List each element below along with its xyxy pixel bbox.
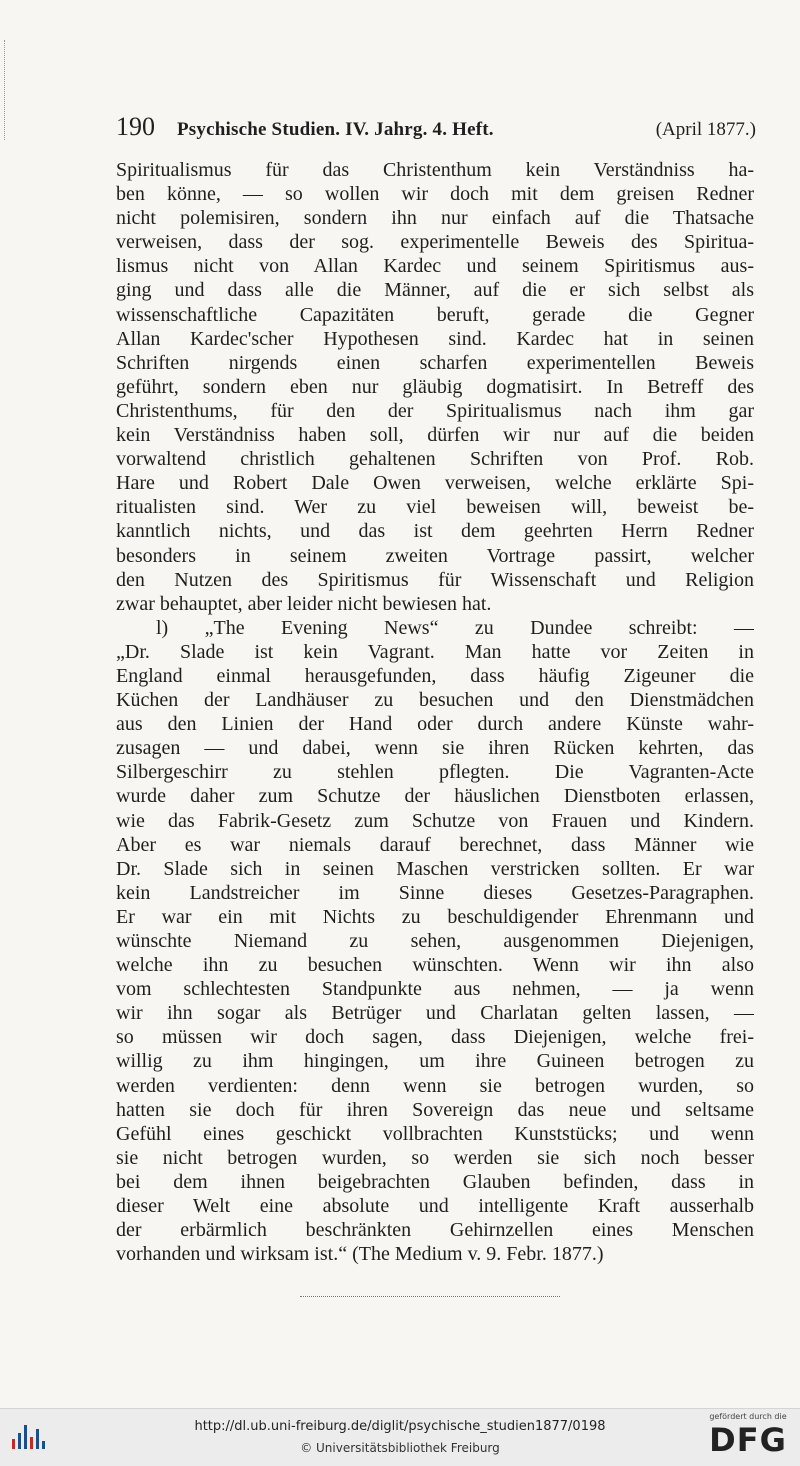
text-line: sie nicht betrogen wurden, so werden sie sich noch besser	[116, 1146, 754, 1169]
text-line: kein Landstreicher im Sinne dieses Gesetzes-Paragraphen.	[116, 881, 754, 904]
text-line: wir ihn sogar als Betrüger und Charlatan gelten lassen, —	[116, 1002, 754, 1025]
text-line: kein Verständniss haben soll, dürfen wir nur auf die beiden	[116, 424, 754, 447]
text-line: Silbergeschirr zu stehlen pflegten. Die Vagranten-Acte	[116, 761, 754, 784]
text-line: Gefühl eines geschickt vollbrachten Kunststücks; und wenn	[116, 1122, 754, 1145]
page-number: 190	[116, 112, 155, 141]
text-line: „Dr. Slade ist kein Vagrant. Man hatte vor Zeiten in	[116, 640, 754, 663]
text-line: besonders in seinem zweiten Vortrage passirt, welcher	[116, 544, 754, 567]
text-line: lismus nicht von Allan Kardec und seinem Spiritismus aus-	[116, 255, 754, 278]
text-line: den Nutzen des Spiritismus für Wissenschaft und Religion	[116, 568, 754, 591]
text-line: Er war ein mit Nichts zu beschuldigender Ehrenmann und	[116, 905, 754, 928]
text-line: aus den Linien der Hand oder durch andere Künste wahr-	[116, 713, 754, 736]
text-line: wie das Fabrik-Gesetz zum Schutze von Frauen und Kindern.	[116, 809, 754, 832]
text-line: ging und dass alle die Männer, auf die er sich selbst als	[116, 279, 754, 302]
text-line: Schriften nirgends einen scharfen experimentellen Beweis	[116, 351, 754, 374]
text-line: so müssen wir doch sagen, dass Diejenigen, welche frei-	[116, 1026, 754, 1049]
issue-date: (April 1877.)	[655, 119, 756, 140]
text-line: willig zu ihm hingingen, um ihre Guineen betrogen zu	[116, 1050, 754, 1073]
text-line: verweisen, dass der sog. experimentelle Beweis des Spiritua-	[116, 231, 754, 254]
text-line: ritualisten sind. Wer zu viel beweisen will, beweist be-	[116, 496, 754, 519]
text-line: wünschte Niemand zu sehen, ausgenommen Diejenigen,	[116, 930, 754, 952]
text-line: nicht polemisiren, sondern ihn nur einfach auf die Thatsache	[116, 207, 754, 230]
text-line: vorwaltend christlich gehaltenen Schriften von Prof. Rob.	[116, 448, 754, 471]
text-line: Allan Kardec'scher Hypothesen sind. Kardec hat in seinen	[116, 327, 754, 350]
article-body	[116, 158, 754, 1266]
text-line: welche ihn zu besuchen wünschten. Wenn wir ihn also	[116, 954, 754, 977]
text-line: dieser Welt eine absolute und intelligente Kraft ausserhalb	[116, 1195, 754, 1218]
section-end-rule	[300, 1296, 560, 1297]
text-line: Christenthums, für den der Spiritualismus nach ihm gar	[116, 399, 754, 422]
text-line: wurde daher zum Schutze der häuslichen Dienstboten erlassen,	[116, 785, 754, 808]
text-line: l) „The Evening News“ zu Dundee schreibt: —	[156, 616, 754, 639]
text-line: hatten sie doch für ihren Sovereign das neue und seltsame	[116, 1098, 754, 1121]
text-line: Spiritualismus für das Christenthum kein Verständniss ha-	[116, 159, 754, 181]
viewer-footer	[0, 1408, 800, 1466]
dfg-mark: DFG	[709, 1421, 787, 1459]
text-line: England einmal herausgefunden, dass häufig Zigeuner die	[116, 664, 754, 687]
text-line: wissenschaftliche Capazitäten beruft, gerade die Gegner	[116, 303, 754, 326]
text-line: Hare und Robert Dale Owen verweisen, welche erklärte Spi-	[116, 472, 754, 495]
text-line: werden verdienten: denn wenn sie betrogen wurden, so	[116, 1074, 754, 1097]
page-edge-marks	[4, 40, 13, 140]
text-line: Dr. Slade sich in seinen Maschen verstricken sollten. Er war	[116, 857, 754, 880]
page-header	[116, 112, 756, 146]
dfg-caption: gefördert durch die	[709, 1412, 787, 1421]
running-title: Psychische Studien. IV. Jahrg. 4. Heft.	[177, 119, 494, 140]
text-line: Aber es war niemals darauf berechnet, dass Männer wie	[116, 833, 754, 856]
text-line: bei dem ihnen beigebrachten Glauben befinden, dass in	[116, 1170, 754, 1193]
text-line: der erbärmlich beschränkten Gehirnzellen eines Menschen	[116, 1219, 754, 1242]
copyright-notice: © Universitätsbibliothek Freiburg	[300, 1441, 500, 1455]
text-line: Küchen der Landhäuser zu besuchen und den Dienstmädchen	[116, 689, 754, 712]
text-line: vorhanden und wirksam ist.“ (The Medium v. 9. Febr. 1877.)	[116, 1243, 604, 1266]
dfg-logo	[706, 1412, 790, 1464]
text-line: vom schlechtesten Standpunkte aus nehmen, — ja wenn	[116, 978, 754, 1001]
text-line: kanntlich nichts, und das ist dem geehrten Herrn Redner	[116, 520, 754, 543]
text-line: zusagen — und dabei, wenn sie ihren Rücken kehrten, das	[116, 737, 754, 760]
text-line: zwar behauptet, aber leider nicht bewiesen hat.	[116, 592, 492, 615]
source-url-link[interactable]: http://dl.ub.uni-freiburg.de/diglit/psychische_studien1877/0198	[194, 1419, 606, 1434]
text-line: geführt, sondern eben nur gläubig dogmatisirt. In Betreff des	[116, 375, 754, 398]
text-line: ben könne, — so wollen wir doch mit dem greisen Redner	[116, 183, 754, 206]
